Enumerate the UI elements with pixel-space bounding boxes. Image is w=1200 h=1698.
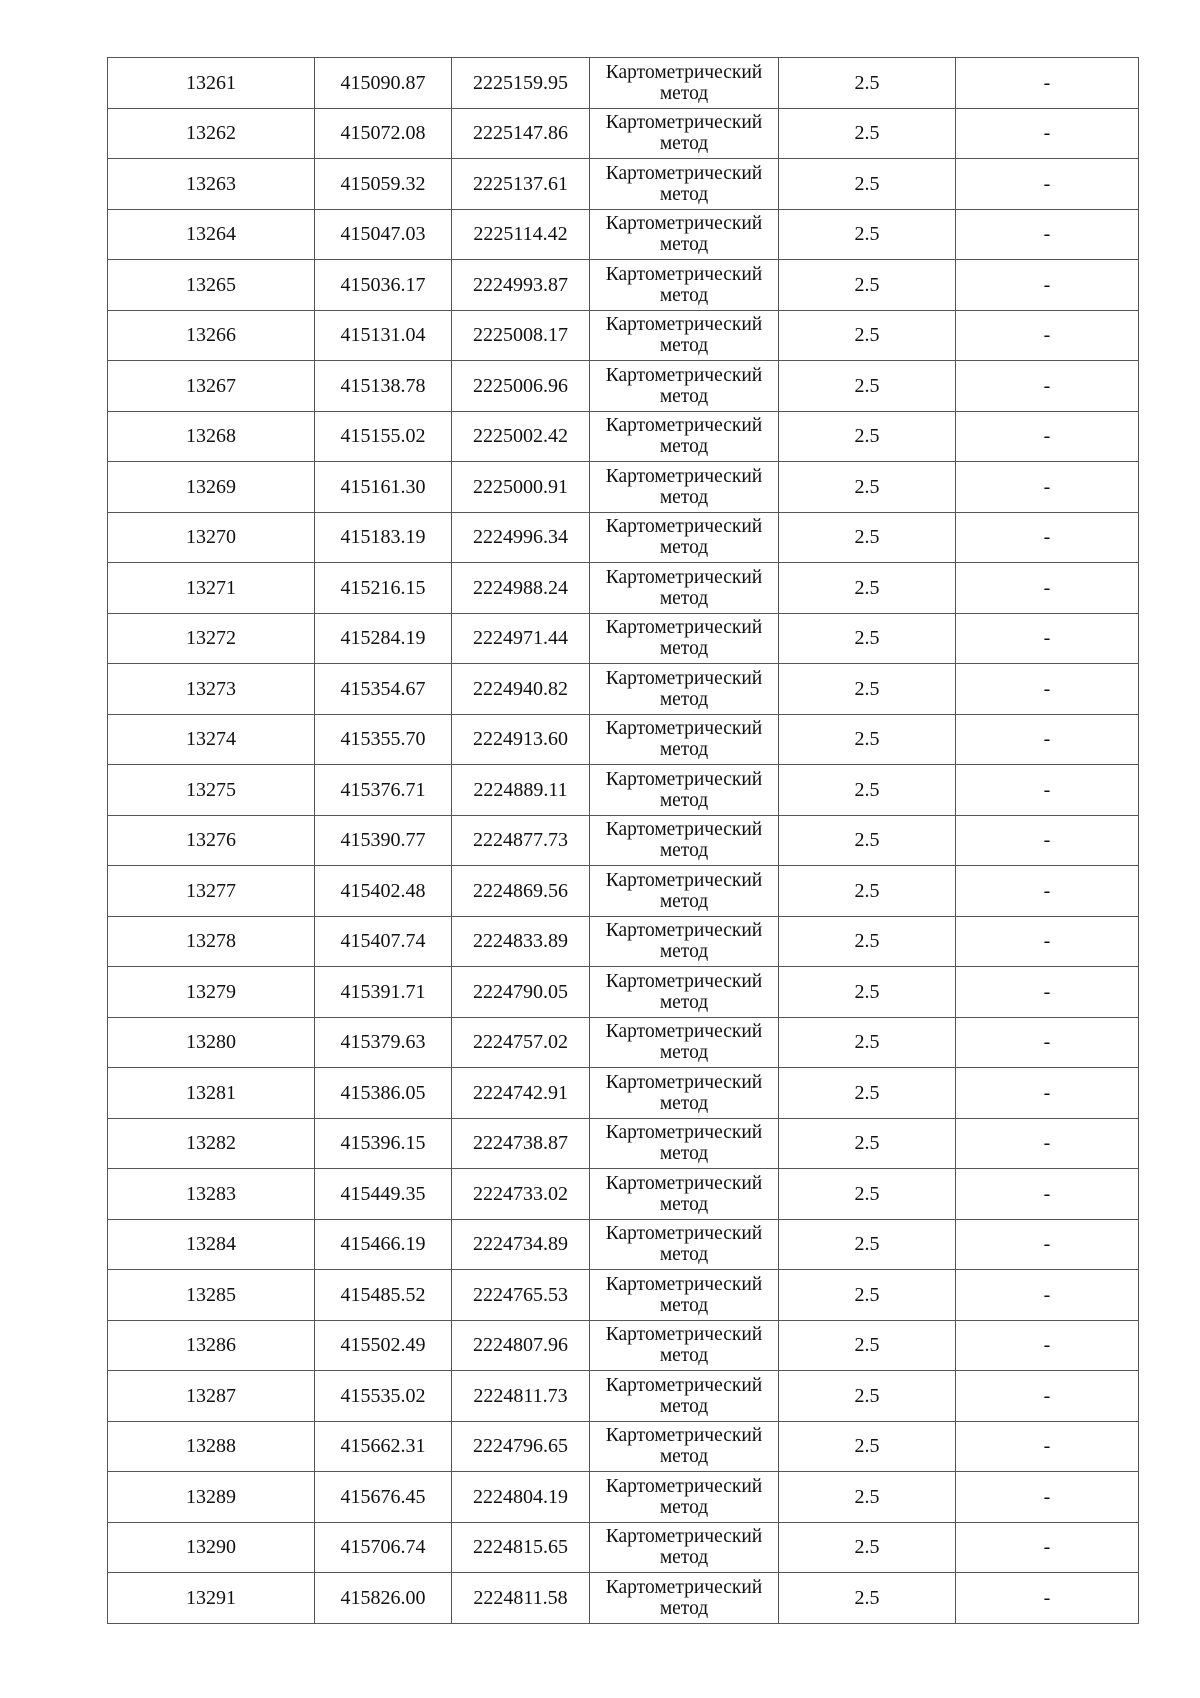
method-line-1: Картометрический [605,1172,763,1194]
method-line-2: метод [659,234,709,256]
y-coordinate-cell: 2225159.95 [452,58,590,109]
y-coordinate-cell: 2224804.19 [452,1472,590,1523]
y-coordinate-cell: 2224869.56 [452,866,590,917]
x-coordinate-cell: 415706.74 [315,1522,452,1573]
y-coordinate-cell: 2224889.11 [452,765,590,816]
point-number-cell: 13263 [108,159,315,210]
method-cell [590,310,779,361]
method-line-1: Картометрический [605,617,763,639]
note-cell: - [956,58,1139,109]
accuracy-cell: 2.5 [779,1118,956,1169]
method-line-2: метод [659,1092,709,1114]
table-row [108,1169,1139,1220]
method-line-2: метод [659,1143,709,1165]
method-cell [590,1421,779,1472]
note-cell: - [956,1472,1139,1523]
point-number-cell: 13281 [108,1068,315,1119]
table-row [108,1017,1139,1068]
accuracy-cell: 2.5 [779,1017,956,1068]
accuracy-cell: 2.5 [779,260,956,311]
x-coordinate-cell: 415354.67 [315,664,452,715]
note-cell: - [956,1421,1139,1472]
method-line-2: метод [659,183,709,205]
accuracy-cell: 2.5 [779,462,956,513]
y-coordinate-cell: 2225137.61 [452,159,590,210]
method-cell [590,512,779,563]
note-cell: - [956,1270,1139,1321]
method-cell [590,1169,779,1220]
y-coordinate-cell: 2224971.44 [452,613,590,664]
method-cell [590,260,779,311]
method-cell [590,411,779,462]
table-row [108,1219,1139,1270]
x-coordinate-cell: 415502.49 [315,1320,452,1371]
method-line-1: Картометрический [605,364,763,386]
method-cell [590,916,779,967]
table-row [108,1522,1139,1573]
table-row [108,58,1139,109]
method-line-2: метод [659,1244,709,1266]
method-line-1: Картометрический [605,465,763,487]
method-line-2: метод [659,486,709,508]
method-line-1: Картометрический [605,1071,763,1093]
x-coordinate-cell: 415390.77 [315,815,452,866]
y-coordinate-cell: 2224757.02 [452,1017,590,1068]
accuracy-cell: 2.5 [779,1472,956,1523]
point-number-cell: 13272 [108,613,315,664]
y-coordinate-cell: 2224734.89 [452,1219,590,1270]
table-row [108,1472,1139,1523]
accuracy-cell: 2.5 [779,664,956,715]
x-coordinate-cell: 415355.70 [315,714,452,765]
method-line-2: метод [659,638,709,660]
accuracy-cell: 2.5 [779,1219,956,1270]
x-coordinate-cell: 415138.78 [315,361,452,412]
x-coordinate-cell: 415376.71 [315,765,452,816]
method-line-1: Картометрический [605,516,763,538]
point-number-cell: 13288 [108,1421,315,1472]
note-cell: - [956,512,1139,563]
accuracy-cell: 2.5 [779,1270,956,1321]
x-coordinate-cell: 415826.00 [315,1573,452,1624]
point-number-cell: 13287 [108,1371,315,1422]
point-number-cell: 13277 [108,866,315,917]
x-coordinate-cell: 415485.52 [315,1270,452,1321]
method-line-2: метод [659,1294,709,1316]
method-cell [590,1068,779,1119]
x-coordinate-cell: 415161.30 [315,462,452,513]
note-cell: - [956,361,1139,412]
method-cell [590,1270,779,1321]
method-cell [590,108,779,159]
method-cell [590,1371,779,1422]
method-line-2: метод [659,1597,709,1619]
table-row [108,916,1139,967]
x-coordinate-cell: 415535.02 [315,1371,452,1422]
table-row [108,1118,1139,1169]
x-coordinate-cell: 415155.02 [315,411,452,462]
method-line-2: метод [659,1547,709,1569]
method-line-1: Картометрический [605,1122,763,1144]
x-coordinate-cell: 415379.63 [315,1017,452,1068]
method-line-1: Картометрический [605,1273,763,1295]
table-body [108,58,1139,1624]
table-row [108,765,1139,816]
method-line-2: метод [659,1345,709,1367]
y-coordinate-cell: 2224738.87 [452,1118,590,1169]
method-cell [590,714,779,765]
point-number-cell: 13268 [108,411,315,462]
y-coordinate-cell: 2225147.86 [452,108,590,159]
table-row [108,1421,1139,1472]
note-cell: - [956,1017,1139,1068]
point-number-cell: 13274 [108,714,315,765]
accuracy-cell: 2.5 [779,411,956,462]
table-row [108,815,1139,866]
method-line-2: метод [659,587,709,609]
y-coordinate-cell: 2224765.53 [452,1270,590,1321]
x-coordinate-cell: 415676.45 [315,1472,452,1523]
method-cell [590,159,779,210]
table-row [108,1068,1139,1119]
table-row [108,260,1139,311]
method-cell [590,563,779,614]
note-cell: - [956,1573,1139,1624]
accuracy-cell: 2.5 [779,866,956,917]
x-coordinate-cell: 415284.19 [315,613,452,664]
note-cell: - [956,967,1139,1018]
note-cell: - [956,916,1139,967]
method-line-2: метод [659,385,709,407]
point-number-cell: 13286 [108,1320,315,1371]
accuracy-cell: 2.5 [779,613,956,664]
table-row [108,967,1139,1018]
method-cell [590,664,779,715]
table-row [108,159,1139,210]
y-coordinate-cell: 2225008.17 [452,310,590,361]
method-cell [590,613,779,664]
method-cell [590,815,779,866]
method-line-2: метод [659,1395,709,1417]
point-number-cell: 13290 [108,1522,315,1573]
method-line-2: метод [659,941,709,963]
method-cell [590,765,779,816]
method-line-2: метод [659,537,709,559]
method-line-2: метод [659,840,709,862]
table-row [108,411,1139,462]
method-line-1: Картометрический [605,970,763,992]
method-line-1: Картометрический [605,1223,763,1245]
method-line-1: Картометрический [605,1526,763,1548]
note-cell: - [956,1371,1139,1422]
method-line-1: Картометрический [605,566,763,588]
y-coordinate-cell: 2224877.73 [452,815,590,866]
method-line-2: метод [659,890,709,912]
table-row [108,209,1139,260]
method-line-2: метод [659,688,709,710]
point-number-cell: 13270 [108,512,315,563]
method-line-2: метод [659,436,709,458]
note-cell: - [956,462,1139,513]
method-line-2: метод [659,789,709,811]
method-line-2: метод [659,1193,709,1215]
x-coordinate-cell: 415662.31 [315,1421,452,1472]
accuracy-cell: 2.5 [779,159,956,210]
accuracy-cell: 2.5 [779,1573,956,1624]
accuracy-cell: 2.5 [779,361,956,412]
table-row [108,664,1139,715]
table-row [108,1270,1139,1321]
x-coordinate-cell: 415396.15 [315,1118,452,1169]
method-line-2: метод [659,133,709,155]
method-line-1: Картометрический [605,920,763,942]
method-line-2: метод [659,1496,709,1518]
method-line-1: Картометрический [605,768,763,790]
table-row [108,512,1139,563]
note-cell: - [956,714,1139,765]
x-coordinate-cell: 415131.04 [315,310,452,361]
point-number-cell: 13265 [108,260,315,311]
point-number-cell: 13267 [108,361,315,412]
x-coordinate-cell: 415386.05 [315,1068,452,1119]
accuracy-cell: 2.5 [779,1320,956,1371]
point-number-cell: 13264 [108,209,315,260]
note-cell: - [956,108,1139,159]
accuracy-cell: 2.5 [779,967,956,1018]
note-cell: - [956,1169,1139,1220]
method-line-2: метод [659,1042,709,1064]
table-row [108,714,1139,765]
method-cell [590,58,779,109]
note-cell: - [956,1320,1139,1371]
method-cell [590,967,779,1018]
table-row [108,1371,1139,1422]
note-cell: - [956,1522,1139,1573]
x-coordinate-cell: 415216.15 [315,563,452,614]
y-coordinate-cell: 2224913.60 [452,714,590,765]
method-cell [590,1320,779,1371]
note-cell: - [956,765,1139,816]
point-number-cell: 13282 [108,1118,315,1169]
method-line-1: Картометрический [605,1475,763,1497]
y-coordinate-cell: 2225000.91 [452,462,590,513]
method-line-1: Картометрический [605,1576,763,1598]
point-number-cell: 13284 [108,1219,315,1270]
coordinates-table [107,57,1139,1624]
y-coordinate-cell: 2224796.65 [452,1421,590,1472]
method-line-1: Картометрический [605,1425,763,1447]
method-line-2: метод [659,739,709,761]
note-cell: - [956,1068,1139,1119]
method-cell [590,209,779,260]
table-row [108,462,1139,513]
y-coordinate-cell: 2224733.02 [452,1169,590,1220]
accuracy-cell: 2.5 [779,1522,956,1573]
method-cell [590,1573,779,1624]
note-cell: - [956,310,1139,361]
note-cell: - [956,209,1139,260]
method-line-1: Картометрический [605,1021,763,1043]
method-line-1: Картометрический [605,314,763,336]
method-cell [590,1118,779,1169]
point-number-cell: 13278 [108,916,315,967]
method-cell [590,1017,779,1068]
x-coordinate-cell: 415449.35 [315,1169,452,1220]
point-number-cell: 13280 [108,1017,315,1068]
table-row [108,563,1139,614]
table-row [108,310,1139,361]
note-cell: - [956,664,1139,715]
y-coordinate-cell: 2224833.89 [452,916,590,967]
x-coordinate-cell: 415466.19 [315,1219,452,1270]
method-line-1: Картометрический [605,263,763,285]
note-cell: - [956,159,1139,210]
y-coordinate-cell: 2224996.34 [452,512,590,563]
y-coordinate-cell: 2224790.05 [452,967,590,1018]
x-coordinate-cell: 415407.74 [315,916,452,967]
point-number-cell: 13266 [108,310,315,361]
table-row [108,108,1139,159]
method-cell [590,361,779,412]
x-coordinate-cell: 415402.48 [315,866,452,917]
accuracy-cell: 2.5 [779,815,956,866]
method-cell [590,1522,779,1573]
y-coordinate-cell: 2224815.65 [452,1522,590,1573]
accuracy-cell: 2.5 [779,1068,956,1119]
accuracy-cell: 2.5 [779,563,956,614]
point-number-cell: 13275 [108,765,315,816]
note-cell: - [956,411,1139,462]
point-number-cell: 13283 [108,1169,315,1220]
y-coordinate-cell: 2225114.42 [452,209,590,260]
accuracy-cell: 2.5 [779,310,956,361]
y-coordinate-cell: 2224811.58 [452,1573,590,1624]
accuracy-cell: 2.5 [779,108,956,159]
y-coordinate-cell: 2225002.42 [452,411,590,462]
y-coordinate-cell: 2225006.96 [452,361,590,412]
table-row [108,866,1139,917]
method-cell [590,462,779,513]
point-number-cell: 13279 [108,967,315,1018]
method-line-2: метод [659,991,709,1013]
x-coordinate-cell: 415391.71 [315,967,452,1018]
accuracy-cell: 2.5 [779,209,956,260]
note-cell: - [956,1118,1139,1169]
accuracy-cell: 2.5 [779,1421,956,1472]
method-line-1: Картометрический [605,869,763,891]
y-coordinate-cell: 2224811.73 [452,1371,590,1422]
note-cell: - [956,613,1139,664]
accuracy-cell: 2.5 [779,58,956,109]
y-coordinate-cell: 2224807.96 [452,1320,590,1371]
accuracy-cell: 2.5 [779,765,956,816]
table-row [108,1320,1139,1371]
method-line-1: Картометрический [605,718,763,740]
table-row [108,613,1139,664]
x-coordinate-cell: 415036.17 [315,260,452,311]
method-line-1: Картометрический [605,213,763,235]
note-cell: - [956,260,1139,311]
table-row [108,1573,1139,1624]
method-line-2: метод [659,284,709,306]
method-line-2: метод [659,82,709,104]
y-coordinate-cell: 2224742.91 [452,1068,590,1119]
table-row [108,361,1139,412]
method-line-1: Картометрический [605,61,763,83]
point-number-cell: 13291 [108,1573,315,1624]
accuracy-cell: 2.5 [779,512,956,563]
point-number-cell: 13261 [108,58,315,109]
method-cell [590,1219,779,1270]
method-line-1: Картометрический [605,112,763,134]
x-coordinate-cell: 415090.87 [315,58,452,109]
method-line-1: Картометрический [605,819,763,841]
method-line-1: Картометрический [605,1374,763,1396]
note-cell: - [956,563,1139,614]
method-cell [590,1472,779,1523]
x-coordinate-cell: 415047.03 [315,209,452,260]
y-coordinate-cell: 2224940.82 [452,664,590,715]
method-line-2: метод [659,1446,709,1468]
method-line-1: Картометрический [605,162,763,184]
x-coordinate-cell: 415059.32 [315,159,452,210]
point-number-cell: 13285 [108,1270,315,1321]
point-number-cell: 13289 [108,1472,315,1523]
x-coordinate-cell: 415072.08 [315,108,452,159]
accuracy-cell: 2.5 [779,1169,956,1220]
note-cell: - [956,1219,1139,1270]
method-line-1: Картометрический [605,667,763,689]
x-coordinate-cell: 415183.19 [315,512,452,563]
accuracy-cell: 2.5 [779,1371,956,1422]
note-cell: - [956,815,1139,866]
y-coordinate-cell: 2224988.24 [452,563,590,614]
point-number-cell: 13269 [108,462,315,513]
point-number-cell: 13271 [108,563,315,614]
method-line-1: Картометрический [605,1324,763,1346]
accuracy-cell: 2.5 [779,916,956,967]
note-cell: - [956,866,1139,917]
method-line-1: Картометрический [605,415,763,437]
point-number-cell: 13276 [108,815,315,866]
method-cell [590,866,779,917]
point-number-cell: 13273 [108,664,315,715]
accuracy-cell: 2.5 [779,714,956,765]
point-number-cell: 13262 [108,108,315,159]
method-line-2: метод [659,335,709,357]
y-coordinate-cell: 2224993.87 [452,260,590,311]
